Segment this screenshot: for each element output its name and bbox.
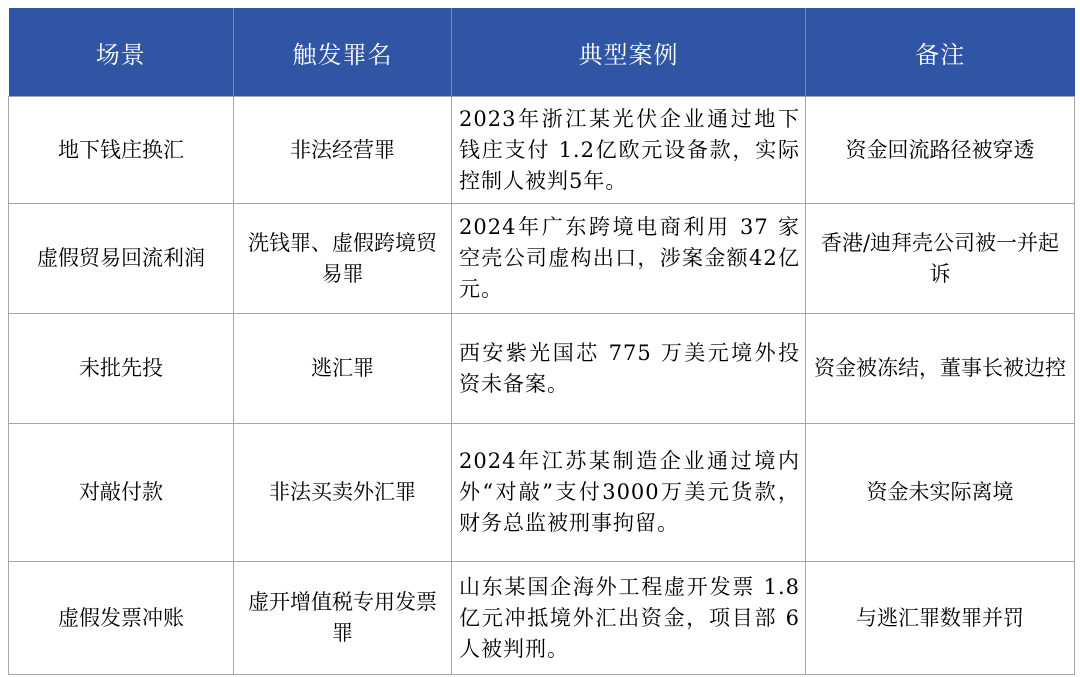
scene-cell: 虚假发票冲账 (9, 562, 234, 675)
case-cell: 2023年浙江某光伏企业通过地下钱庄支付 1.2亿欧元设备款，实际控制人被判5年。 (452, 97, 806, 204)
scene-cell: 地下钱庄换汇 (9, 97, 234, 204)
header-charge: 触发罪名 (234, 8, 452, 97)
case-cell: 2024年江苏某制造企业通过境内外“对敲”支付3000万美元货款，财务总监被刑事拘留。 (452, 424, 806, 562)
charge-cell: 非法买卖外汇罪 (234, 424, 452, 562)
case-cell: 2024年广东跨境电商利用 37 家空壳公司虚构出口，涉案金额42亿元。 (452, 204, 806, 314)
table-row (9, 314, 1075, 424)
case-cell: 西安紫光国芯 775 万美元境外投资未备案。 (452, 314, 806, 424)
note-cell: 与逃汇罪数罪并罚 (806, 562, 1075, 675)
scene-cell: 虚假贸易回流利润 (9, 204, 234, 314)
note-cell: 香港/迪拜壳公司被一并起诉 (806, 204, 1075, 314)
charge-cell: 非法经营罪 (234, 97, 452, 204)
header-note: 备注 (806, 8, 1075, 97)
table-row (9, 562, 1075, 675)
scene-cell: 未批先投 (9, 314, 234, 424)
table-row (9, 97, 1075, 204)
header-case: 典型案例 (452, 8, 806, 97)
charge-cell: 虚开增值税专用发票罪 (234, 562, 452, 675)
crime-cases-table (8, 8, 1075, 675)
note-cell: 资金回流路径被穿透 (806, 97, 1075, 204)
note-cell: 资金被冻结，董事长被边控 (806, 314, 1075, 424)
note-cell: 资金未实际离境 (806, 424, 1075, 562)
table-row (9, 204, 1075, 314)
charge-cell: 洗钱罪、虚假跨境贸易罪 (234, 204, 452, 314)
header-row (9, 8, 1075, 97)
scene-cell: 对敲付款 (9, 424, 234, 562)
charge-cell: 逃汇罪 (234, 314, 452, 424)
table-row (9, 424, 1075, 562)
case-cell: 山东某国企海外工程虚开发票 1.8 亿元冲抵境外汇出资金，项目部 6 人被判刑。 (452, 562, 806, 675)
header-scene: 场景 (9, 8, 234, 97)
